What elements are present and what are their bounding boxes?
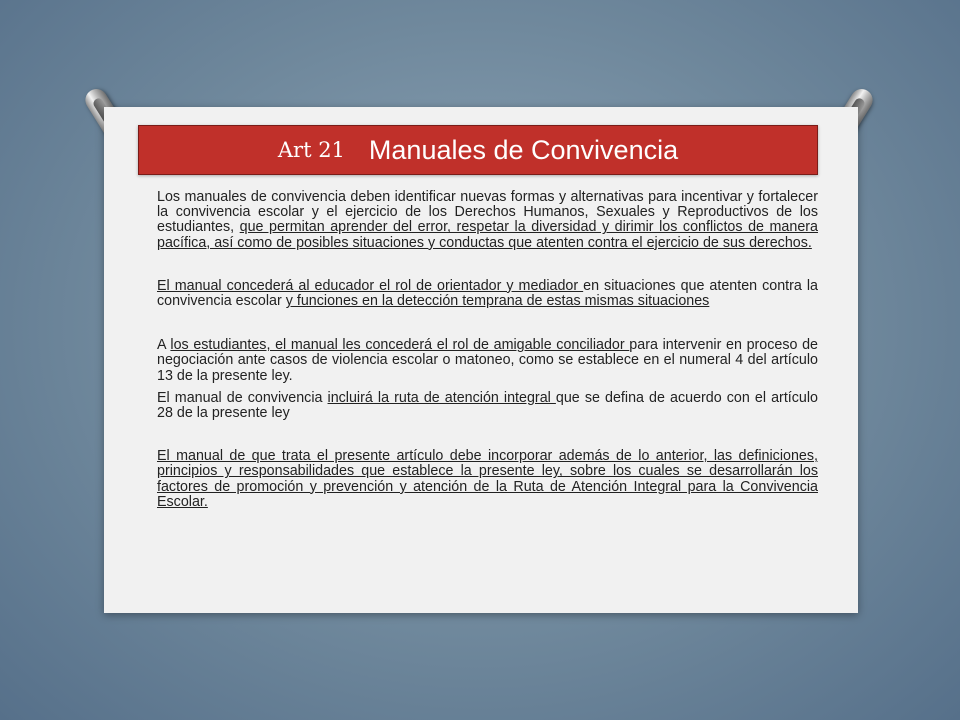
paragraph-1-underlined: que permitan aprender del error, respetar la diversidad y dirimir los conflictos de manera pacífica, así como de posibles situaciones y conductas que atenten contra el ejercicio de sus derechos. <box>157 219 819 251</box>
paragraph-3-text-start: A <box>157 337 171 354</box>
paragraph-1-text: Los manuales de convivencia deben identificar nuevas formas y alternativas para incentivar y fortalecer la convivencia escolar y el ejercicio de los Derechos Humanos, Sexuales y Reproductivos de los estudiantes, <box>157 189 818 236</box>
slide-title-bar <box>138 125 818 175</box>
paragraph-1 <box>157 190 818 251</box>
paragraph-2-underlined-end: y funciones en la detección temprana de estas mismas situaciones <box>285 293 710 310</box>
paragraph-5-underlined: El manual de que trata el presente artículo debe incorporar además de lo anterior, las definiciones, principios y responsabilidades que establece la presente ley, sobre los cuales se desarrollarán los factores de promoción y prevención y atención de la Ruta de Atención Integral para la Convivencia Escolar. <box>157 448 818 510</box>
paragraph-4 <box>157 391 818 421</box>
paragraph-2-underlined-start: El manual concederá al educador el rol de orientador y mediador <box>157 277 584 294</box>
paragraph-4-text-start: El manual de convivencia <box>157 389 328 406</box>
paragraph-3-text-end: para intervenir en proceso de negociación ante casos de violencia escolar o matoneo, como se establece en el numeral 4 del artículo 13 de la presente ley. <box>157 337 818 384</box>
title-article-number: Art 21 <box>277 138 345 162</box>
slide-title: Manuales de Convivencia <box>368 134 679 165</box>
paragraph-3-underlined: los estudiantes, el manual les concederá el rol de amigable conciliador <box>170 337 630 354</box>
paragraph-4-text-end: que se defina de acuerdo con el artículo 28 de la presente ley <box>157 389 818 422</box>
paragraph-3 <box>157 338 818 384</box>
paragraph-4-underlined: incluirá la ruta de atención integral <box>327 389 556 406</box>
paragraph-2 <box>157 279 818 309</box>
paragraph-5 <box>157 449 818 510</box>
paragraph-2-text: en situaciones que atenten contra la convivencia escolar <box>157 277 818 310</box>
slide-body <box>157 190 818 510</box>
